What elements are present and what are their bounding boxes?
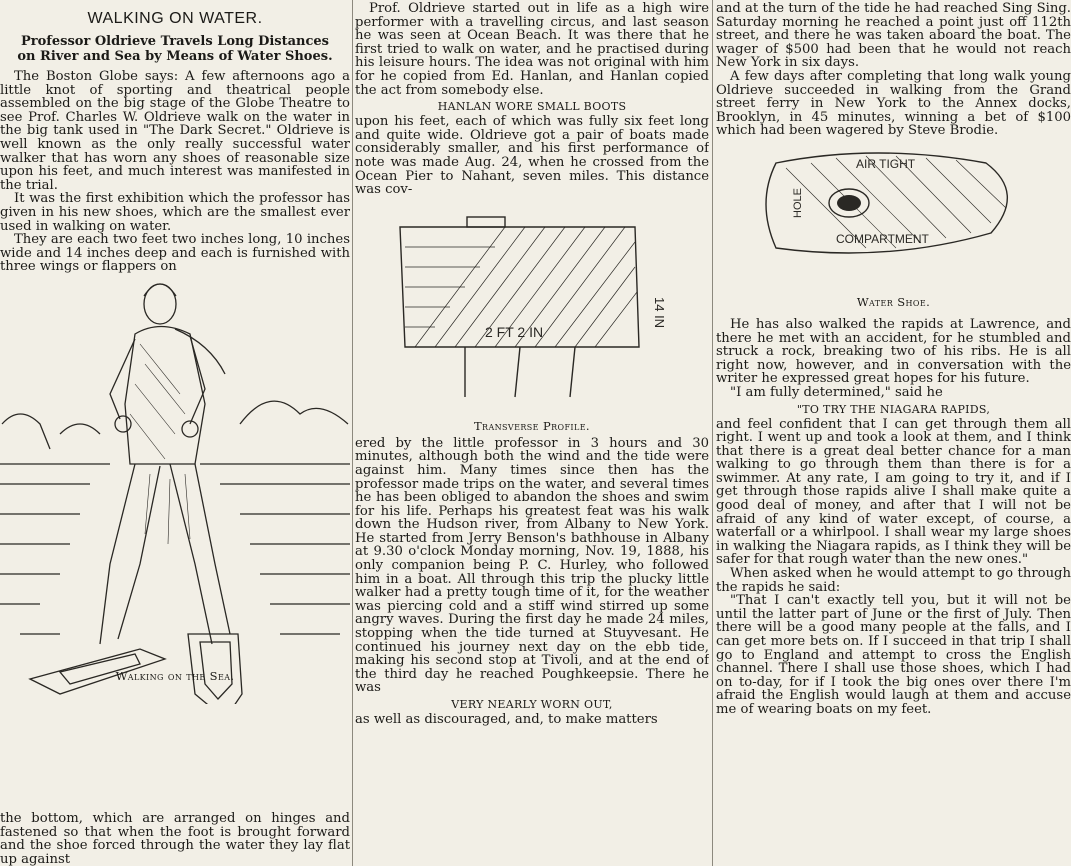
section-subhead: HANLAN WORE SMALL BOOTS [437, 100, 627, 114]
article-paragraph: and at the turn of the tide he had reached Sing Sing. Saturday morning he reached a point just off 112th street, and there he was taken aboard the boat. The wager of $500 had been that he would not reach New York in six days. [716, 1, 1071, 71]
article-paragraph: Prof. Oldrieve started out in life as a high wire performer with a travelling circus, and last season he was seen at Ocean Beach. It was there that he first tried to walk on water, and he practised during his leisure hours. The idea was not original with him for he copied from Ed. Hanlan, and Hanlan copied the act from somebody else. [355, 1, 709, 98]
figure-caption: Walking on the Sea. [115, 668, 235, 683]
air-tight-label: AIR TIGHT [856, 156, 916, 171]
transverse-profile-figure [355, 197, 709, 437]
article-paragraph: It was the first exhibition which the professor has given in his new shoes, which are the smallest ever used in walking on water. [0, 191, 350, 234]
section-subhead: VERY NEARLY WORN OUT, [451, 698, 613, 711]
figure-caption: Transverse Profile. [473, 418, 590, 433]
article-headline: WALKING ON WATER. [87, 10, 263, 27]
water-shoe-figure [716, 138, 1071, 318]
article-paragraph: He has also walked the rapids at Lawrence, and there he met with an accident, for he stumbled and struck a rock, breaking two of his ribs. He is all right now, however, and in conversation with the writer he expressed great hopes for his future. [716, 316, 1071, 387]
water-shoe-drawing [716, 138, 1071, 288]
article-paragraph: When asked when he would attempt to go through the rapids he said: [716, 566, 1071, 595]
article-paragraph: and feel confident that I can get through them all right. I went up and took a look at them, and I think that there is a great deal better chance for a man walking to go through them than there is for a swimmer. At any rate, I am going to try it, and if I get through those rapids alive I shall make quite a good deal of money, and after that I will not be afraid of any kind of water except, of course, a waterfall or a whirlpool. I shall wear my large shoes in walking the Niagara rapids, as I think they will be safer for that rough water than the new ones." [716, 416, 1071, 568]
article-paragraph: They are each two feet two inches long, 10 inches wide and 14 inches deep and each is furnished with three wings or flappers on [0, 232, 350, 275]
article-paragraph: ered by the little professor in 3 hours and 30 minutes, although both the wind and the tide were against him. Many times since then has the professor made trips on the water, and several times he has been obliged to abandon the shoes and swim for his life. Perhaps his greatest feat was his walk down the Hudson river, from Albany to New York. He started from Jerry Benson's bathhouse in Albany at 9.30 o'clock Monday morning, Nov. 19, 1888, his only companion being P. C. Hurley, who followed him in a boat. All through this trip the plucky little walker had a pretty tough time of it, for the weather was piercing cold and a stiff wind stirred up some angry waves. During the first day he made 24 miles, stopping when the tide turned at Stuyvesant. He continued his journey next day on the ebb tide, making his second stop at Tivoli, and at the end of the third day he reached Poughkeepsie. There he was [355, 435, 709, 696]
column-rule-left [352, 0, 353, 866]
section-subhead: "TO TRY THE NIAGARA RAPIDS, [796, 402, 991, 416]
article-paragraph: "I am fully determined," said he [730, 384, 943, 400]
height-label: 14 IN [652, 296, 667, 328]
shoe-cross-section-drawing [355, 197, 709, 417]
article-paragraph: as well as discouraged, and, to make matters [355, 712, 658, 727]
figure-caption: Water Shoe. [856, 294, 931, 309]
article-paragraph: The Boston Globe says: A few afternoons ago a little knot of sporting and theatrical people assembled on the big stage of the Globe Theatre to see Prof. Charles W. Oldrieve walk on the water in the big tank used in "The Dark Secret." Oldrieve is well known as the only really successful water walker that has worn any shoes of reasonable size upon his feet, and much interest was manifested in the trial. [0, 69, 350, 193]
article-column-2 [355, 0, 709, 866]
column-rule-right [712, 0, 713, 866]
hole-label: HOLE [792, 187, 804, 218]
walking-on-sea-illustration [0, 274, 350, 704]
article-paragraph: the bottom, which are arranged on hinges and fastened so that when the foot is brought forward and the shoe forced through the water they lay flat up against [0, 811, 350, 866]
width-label: 2 FT 2 IN [485, 323, 544, 340]
article-paragraph: "That I can't exactly tell you, but it will not be until the latter part of June or the first of July. Then there will be a good many people at the falls, and I can get more bets on. If I succeed in that trip I shall go to England and attempt to cross the English channel. There I shall use those shoes, which I had on to-day, for if I took the big ones over there I'm afraid the English would laugh at them and accuse me of wearing boats on my feet. [716, 593, 1071, 717]
water-walker-drawing [0, 274, 350, 704]
article-deck: Professor Oldrieve Travels Long Distances on River and Sea by Means of Water Shoes. [17, 34, 333, 64]
article-column-1 [0, 0, 350, 866]
article-paragraph: upon his feet, each of which was fully six feet long and quite wide. Oldrieve got a pair of boats made considerably smaller, and his first performance of note was made Aug. 24, when he crossed from the Ocean Pier to Nahant, seven miles. This distance was cov- [355, 114, 709, 198]
compartment-label: COMPARTMENT [836, 231, 929, 246]
article-column-3 [716, 0, 1071, 866]
article-paragraph: A few days after completing that long walk young Oldrieve succeeded in walking from the Grand street ferry in New York to the Annex docks, Brooklyn, in 45 minutes, winning a bet of $100 which had been wagered by Steve Brodie. [716, 68, 1071, 139]
